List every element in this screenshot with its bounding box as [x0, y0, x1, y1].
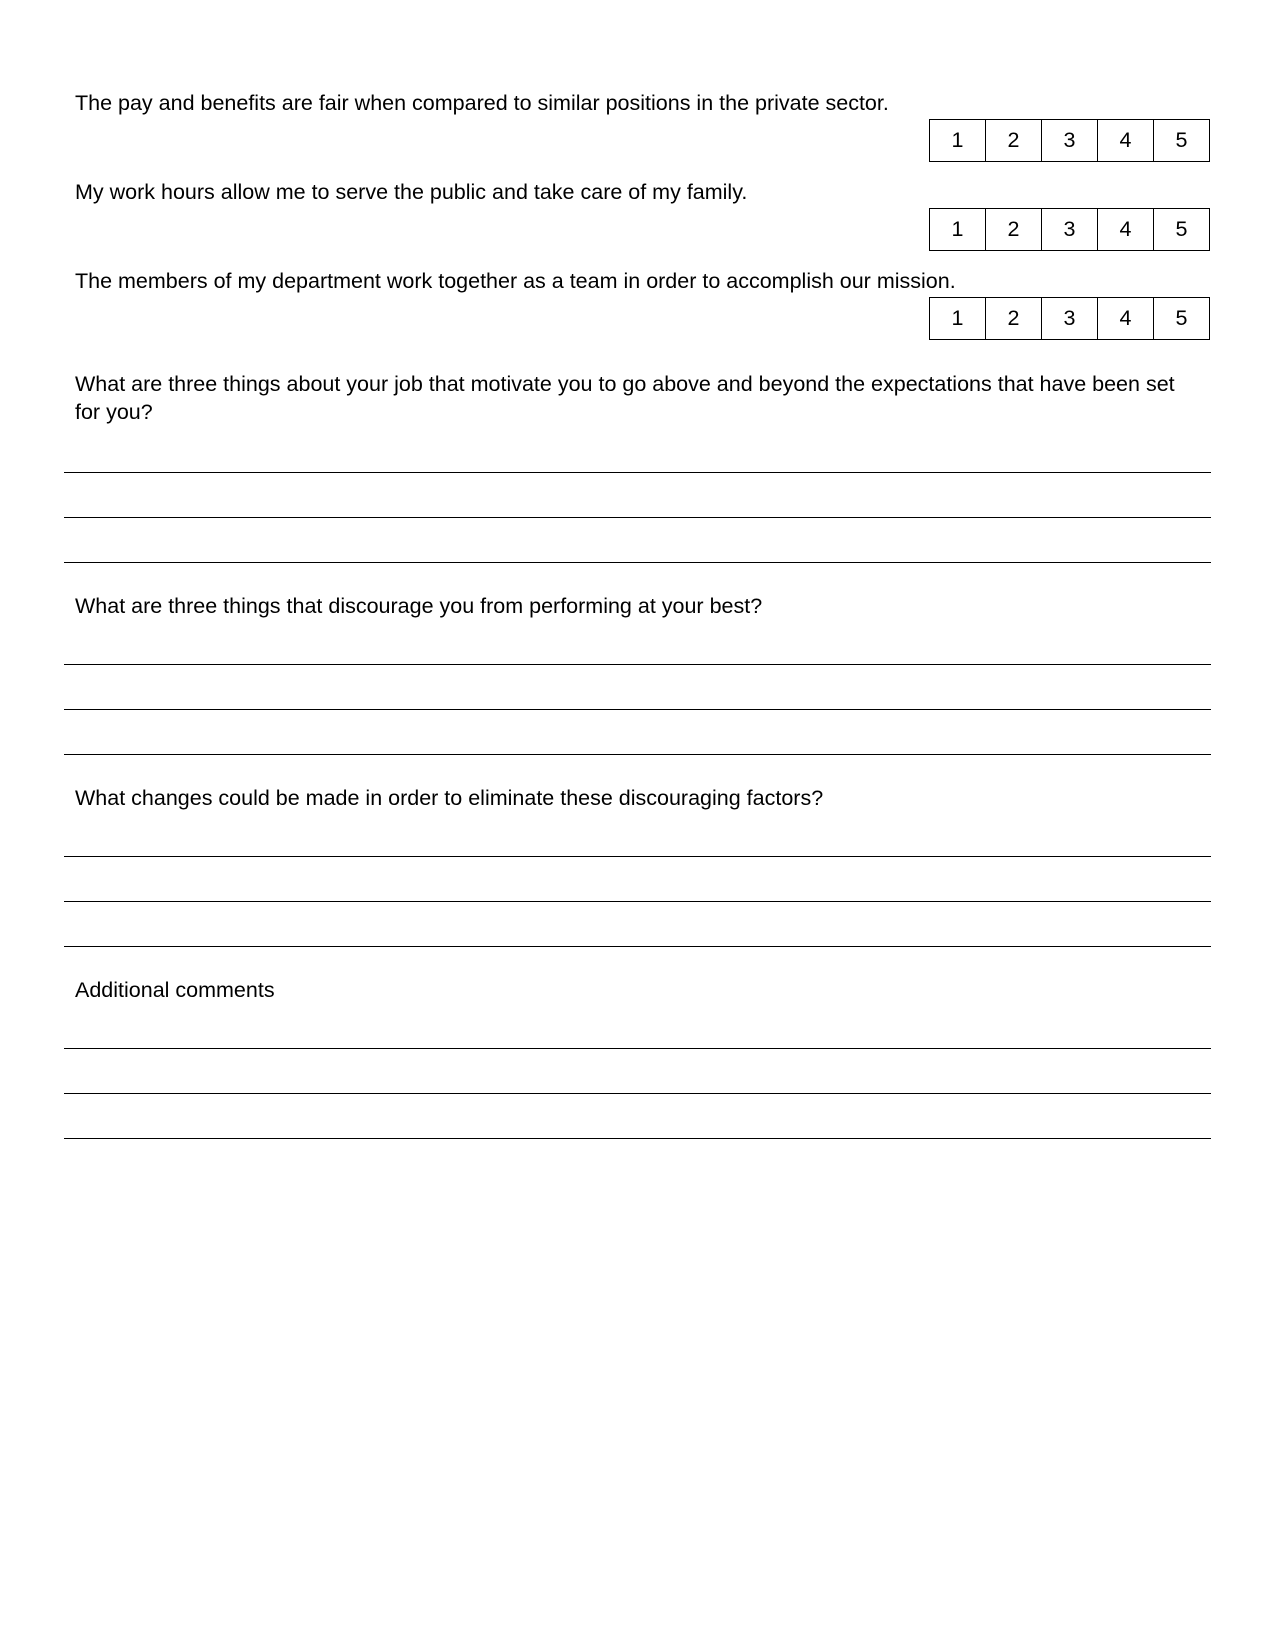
rating-option-1[interactable]: 1	[930, 209, 986, 250]
rating-option-5[interactable]: 5	[1154, 120, 1210, 161]
answer-line[interactable]	[64, 946, 1211, 947]
rating-statement-teamwork: The members of my department work together as a team in order to accomplish our mission.	[75, 269, 956, 293]
rating-statement-hours: My work hours allow me to serve the public and take care of my family.	[75, 180, 748, 204]
answer-line[interactable]	[64, 472, 1211, 473]
answer-line[interactable]	[64, 517, 1211, 518]
rating-option-2[interactable]: 2	[986, 120, 1042, 161]
rating-option-5[interactable]: 5	[1154, 298, 1210, 339]
rating-option-1[interactable]: 1	[930, 298, 986, 339]
rating-option-2[interactable]: 2	[986, 209, 1042, 250]
rating-option-3[interactable]: 3	[1042, 120, 1098, 161]
question-discouragers: What are three things that discourage you from performing at your best?	[75, 594, 763, 618]
rating-scale-hours	[929, 208, 1210, 251]
rating-option-4[interactable]: 4	[1098, 209, 1154, 250]
rating-option-4[interactable]: 4	[1098, 120, 1154, 161]
rating-option-3[interactable]: 3	[1042, 209, 1098, 250]
answer-line[interactable]	[64, 1093, 1211, 1094]
question-motivators: What are three things about your job that motivate you to go above and beyond the expectations that have been set for you?	[75, 372, 1175, 424]
answer-line[interactable]	[64, 1048, 1211, 1049]
rating-option-1[interactable]: 1	[930, 120, 986, 161]
answer-line[interactable]	[64, 1138, 1211, 1139]
answer-line[interactable]	[64, 562, 1211, 563]
rating-option-2[interactable]: 2	[986, 298, 1042, 339]
rating-scale-pay	[929, 119, 1210, 162]
question-changes: What changes could be made in order to eliminate these discouraging factors?	[75, 786, 824, 810]
rating-statement-pay: The pay and benefits are fair when compared to similar positions in the private sector.	[75, 91, 889, 115]
rating-option-3[interactable]: 3	[1042, 298, 1098, 339]
answer-line[interactable]	[64, 664, 1211, 665]
rating-option-4[interactable]: 4	[1098, 298, 1154, 339]
question-additional-comments: Additional comments	[75, 978, 275, 1002]
answer-line[interactable]	[64, 856, 1211, 857]
answer-line[interactable]	[64, 901, 1211, 902]
answer-line[interactable]	[64, 709, 1211, 710]
rating-option-5[interactable]: 5	[1154, 209, 1210, 250]
answer-line[interactable]	[64, 754, 1211, 755]
rating-scale-teamwork	[929, 297, 1210, 340]
